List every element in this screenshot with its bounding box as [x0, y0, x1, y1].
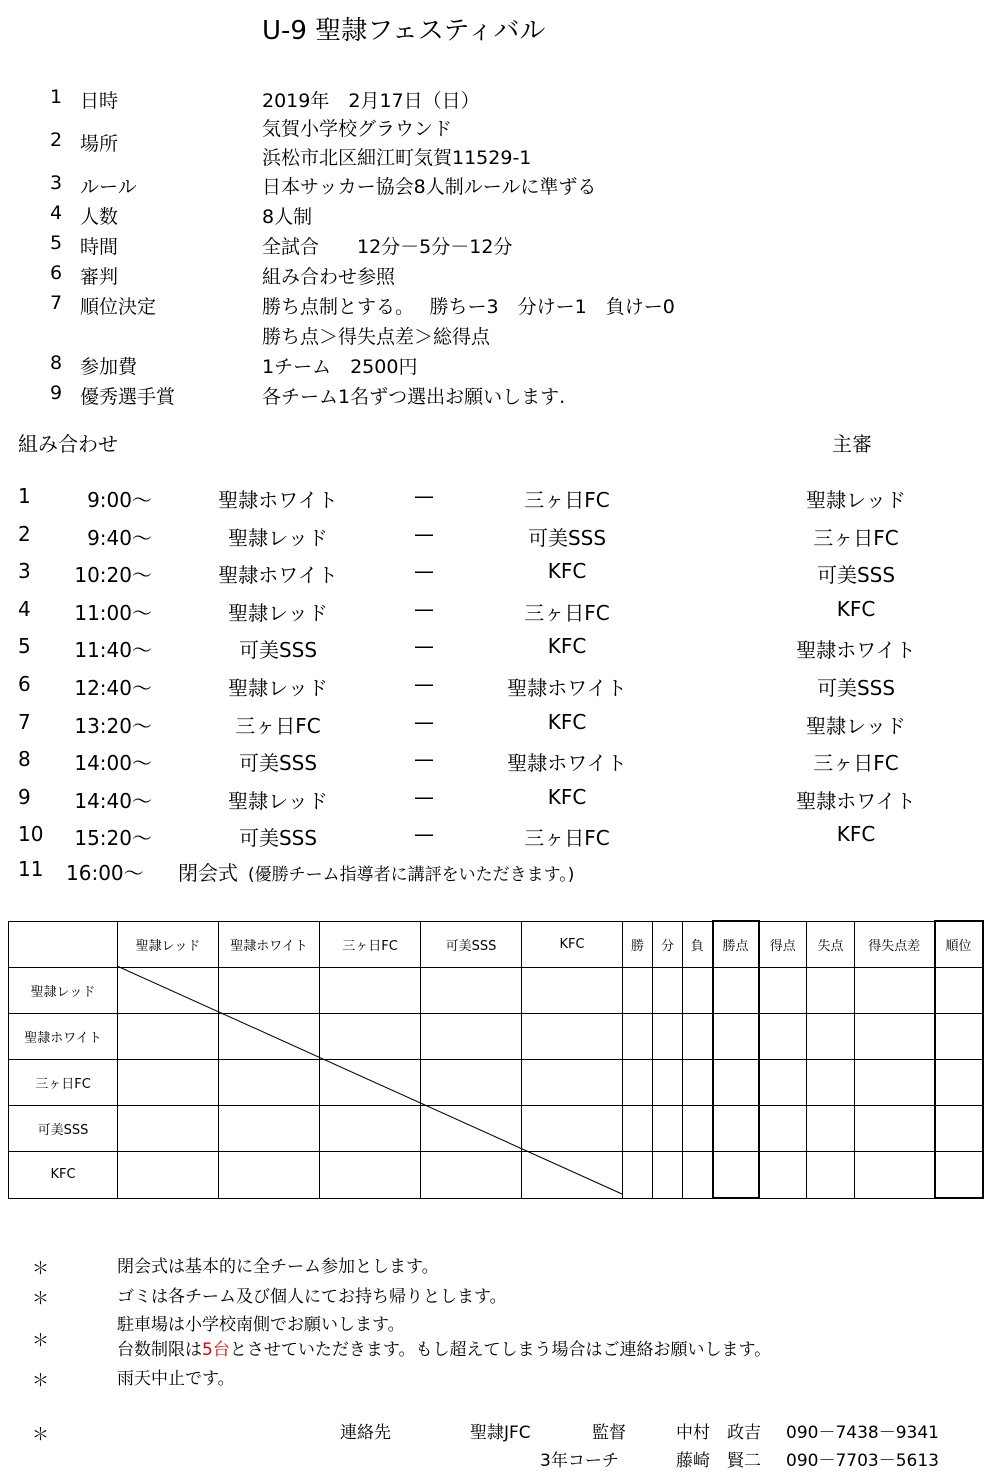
- match-away-team: 聖隷ホワイト: [507, 751, 627, 775]
- contact-role: 3年コーチ: [540, 1451, 619, 1471]
- note-text: 駐車場は小学校南側でお願いします。: [117, 1315, 405, 1335]
- table-cell: [320, 1152, 421, 1199]
- info-value: 浜松市北区細江町気賀11529-1: [262, 147, 532, 169]
- match-dash: —: [414, 559, 434, 583]
- match-away-team: 三ヶ日FC: [524, 601, 610, 625]
- closing-label: 閉会式: [178, 861, 238, 885]
- table-cell: [118, 1060, 219, 1106]
- match-number: 5: [18, 634, 31, 658]
- table-header-cell: 可美SSS: [421, 921, 522, 968]
- table-cell: [653, 1060, 683, 1106]
- info-num: 6: [50, 262, 63, 284]
- table-cell: [759, 1152, 807, 1199]
- match-time: 15:20～: [74, 826, 152, 850]
- table-cell: [713, 1060, 759, 1106]
- info-value: 日本サッカー協会8人制ルールに準ずる: [262, 176, 597, 198]
- match-number: 9: [18, 785, 31, 809]
- table-header-cell: 分: [653, 921, 683, 968]
- table-cell: [935, 1152, 983, 1199]
- match-time: 10:20～: [74, 563, 152, 587]
- table-cell: [623, 1152, 653, 1199]
- match-dash: —: [414, 747, 434, 771]
- info-label: 審判: [80, 266, 119, 288]
- table-cell: [219, 1014, 320, 1060]
- note-text-part: 台数制限は: [117, 1340, 202, 1360]
- table-cell: [522, 1014, 623, 1060]
- table-row: [9, 1014, 983, 1060]
- match-home-team: 可美SSS: [238, 638, 318, 662]
- table-header-row: [9, 921, 983, 968]
- table-row-header: 聖隷ホワイト: [9, 1014, 118, 1060]
- info-value: 全試合 12分－5分－12分: [262, 236, 513, 258]
- info-label: ルール: [80, 176, 137, 198]
- info-label: 参加費: [80, 356, 138, 378]
- table-cell: [623, 968, 653, 1014]
- match-referee: 三ヶ日FC: [813, 751, 899, 775]
- match-home-team: 聖隷レッド: [228, 601, 328, 625]
- table-cell: [935, 1106, 983, 1152]
- match-referee: KFC: [836, 597, 876, 621]
- info-num: 4: [50, 202, 63, 224]
- info-num: 7: [50, 292, 63, 314]
- contact-phone: 090－7703－5613: [786, 1451, 939, 1471]
- match-referee: 聖隷ホワイト: [796, 789, 916, 813]
- table-header-cell: 順位: [935, 921, 983, 968]
- parking-limit: 5台: [202, 1340, 230, 1360]
- match-home-team: 可美SSS: [238, 751, 318, 775]
- table-cell: [713, 968, 759, 1014]
- match-referee: KFC: [836, 822, 876, 846]
- table-cell: [759, 968, 807, 1014]
- page-title: U-9 聖隷フェスティバル: [262, 16, 546, 46]
- info-value: 気賀小学校グラウンド: [262, 118, 453, 140]
- match-number: 2: [18, 522, 31, 546]
- match-time: 9:00～: [87, 488, 152, 512]
- table-cell: [623, 1106, 653, 1152]
- note-bullet: ＊: [32, 1425, 49, 1445]
- match-away-team: KFC: [547, 710, 587, 734]
- table-row-header: 三ヶ日FC: [9, 1060, 118, 1106]
- table-cell: [653, 1106, 683, 1152]
- table-cell: [683, 1106, 713, 1152]
- info-value: 8人制: [262, 206, 313, 228]
- match-number: 4: [18, 597, 31, 621]
- table-cell: [807, 1106, 855, 1152]
- table-cell: [935, 1014, 983, 1060]
- table-cell: [713, 1014, 759, 1060]
- match-home-team: 聖隷ホワイト: [218, 488, 338, 512]
- match-time: 12:40～: [74, 676, 152, 700]
- referee-heading: 主審: [832, 432, 872, 456]
- contact-name: 中村 政吉: [676, 1423, 761, 1443]
- table-header-cell: 聖隷ホワイト: [219, 921, 320, 968]
- match-home-team: 聖隷レッド: [228, 676, 328, 700]
- table-cell: [320, 968, 421, 1014]
- table-cell: [653, 968, 683, 1014]
- match-referee: 可美SSS: [816, 676, 896, 700]
- match-away-team: 三ヶ日FC: [524, 488, 610, 512]
- table-cell: [759, 1060, 807, 1106]
- table-header-cell: 負: [683, 921, 713, 968]
- table-cell: [320, 1014, 421, 1060]
- info-label: 日時: [80, 90, 119, 112]
- match-referee: 聖隷レッド: [806, 714, 906, 738]
- match-dash: —: [414, 822, 434, 846]
- info-value: 1チーム 2500円: [262, 356, 418, 378]
- match-number: 1: [18, 484, 31, 508]
- note-text: ゴミは各チーム及び個人にてお持ち帰りとします。: [117, 1287, 507, 1307]
- table-cell: [623, 1060, 653, 1106]
- table-cell: [522, 1060, 623, 1106]
- match-number: 3: [18, 559, 31, 583]
- table-cell: [522, 1106, 623, 1152]
- table-cell: [653, 1014, 683, 1060]
- table-cell: [935, 1060, 983, 1106]
- match-time: 11:00～: [74, 601, 152, 625]
- table-header-cell: 聖隷レッド: [118, 921, 219, 968]
- info-label: 優秀選手賞: [80, 386, 176, 408]
- contact-label: 連絡先: [340, 1423, 391, 1443]
- note-bullet: ＊: [32, 1371, 49, 1391]
- match-dash: —: [414, 522, 434, 546]
- match-away-team: 聖隷ホワイト: [507, 676, 627, 700]
- table-cell: [118, 968, 219, 1014]
- table-header-cell: KFC: [522, 921, 623, 968]
- schedule-heading: 組み合わせ: [18, 432, 118, 456]
- match-away-team: KFC: [547, 559, 587, 583]
- info-num: 8: [50, 352, 63, 374]
- match-number: 7: [18, 710, 31, 734]
- table-cell: [855, 1060, 935, 1106]
- match-away-team: 三ヶ日FC: [524, 826, 610, 850]
- match-home-team: 可美SSS: [238, 826, 318, 850]
- table-cell: [855, 1152, 935, 1199]
- info-label: 時間: [80, 236, 119, 258]
- match-home-team: 三ヶ日FC: [235, 714, 321, 738]
- table-header-cell: 得失点差: [855, 921, 935, 968]
- table-cell: [219, 1152, 320, 1199]
- table-cell: [683, 1014, 713, 1060]
- table-cell: [320, 1106, 421, 1152]
- info-num: 5: [50, 232, 63, 254]
- match-away-team: 可美SSS: [527, 526, 607, 550]
- table-cell: [713, 1106, 759, 1152]
- match-time: 14:00～: [74, 751, 152, 775]
- match-number: 8: [18, 747, 31, 771]
- info-num: 2: [50, 129, 63, 151]
- match-referee: 聖隷ホワイト: [796, 638, 916, 662]
- table-cell: [623, 1014, 653, 1060]
- info-label: 場所: [80, 133, 119, 155]
- table-header-cell: 勝: [623, 921, 653, 968]
- match-time: 11:40～: [74, 638, 152, 662]
- contact-phone: 090－7438－9341: [786, 1423, 939, 1443]
- match-referee: 三ヶ日FC: [813, 526, 899, 550]
- table-cell: [713, 1152, 759, 1199]
- match-home-team: 聖隷レッド: [228, 526, 328, 550]
- match-time: 14:40～: [74, 789, 152, 813]
- table-row: [9, 1060, 983, 1106]
- table-cell: [807, 1060, 855, 1106]
- table-cell: [219, 1106, 320, 1152]
- match-referee: 聖隷レッド: [806, 488, 906, 512]
- info-label: 人数: [80, 206, 119, 228]
- table-header-cell: 三ヶ日FC: [320, 921, 421, 968]
- table-cell: [421, 968, 522, 1014]
- table-header-cell: 得点: [759, 921, 807, 968]
- info-num: 9: [50, 382, 63, 404]
- note-text: [117, 1335, 771, 1360]
- table-cell: [935, 968, 983, 1014]
- match-time: 9:40～: [87, 526, 152, 550]
- table-row: [9, 1106, 983, 1152]
- note-bullet: ＊: [32, 1259, 49, 1279]
- table-cell: [421, 1014, 522, 1060]
- contact-name: 藤崎 賢二: [676, 1451, 761, 1471]
- table-cell: [421, 1060, 522, 1106]
- table-cell: [118, 1014, 219, 1060]
- table-cell: [118, 1152, 219, 1199]
- table-cell: [683, 968, 713, 1014]
- match-time: 16:00～: [66, 861, 144, 885]
- info-value: 2019年 2月17日（日）: [262, 90, 480, 112]
- info-value: 勝ち点制とする。 勝ちー3 分けー1 負けー0: [262, 296, 675, 318]
- table-cell: [421, 1106, 522, 1152]
- table-cell: [421, 1152, 522, 1199]
- note-bullet: ＊: [32, 1331, 49, 1351]
- match-number: 11: [18, 857, 44, 881]
- table-cell: [807, 968, 855, 1014]
- match-home-team: 聖隷レッド: [228, 789, 328, 813]
- table-cell: [759, 1106, 807, 1152]
- table-row: [9, 1152, 983, 1199]
- table-cell: [522, 968, 623, 1014]
- table-cell: [807, 1152, 855, 1199]
- standings-table: [8, 920, 984, 1199]
- info-value: 各チーム1名ずつ選出お願いします.: [262, 386, 566, 408]
- info-num: 3: [50, 172, 63, 194]
- match-referee: 可美SSS: [816, 563, 896, 587]
- match-dash: —: [414, 634, 434, 658]
- match-away-team: KFC: [547, 785, 587, 809]
- table-row: [9, 968, 983, 1014]
- match-away-team: KFC: [547, 634, 587, 658]
- table-row-header: KFC: [9, 1152, 118, 1199]
- match-number: 6: [18, 672, 31, 696]
- table-cell: [653, 1152, 683, 1199]
- table-cell: [683, 1152, 713, 1199]
- info-num: 1: [50, 86, 63, 108]
- table-header-cell: 失点: [807, 921, 855, 968]
- match-time: 13:20～: [74, 714, 152, 738]
- table-cell: [855, 1014, 935, 1060]
- table-cell: [320, 1060, 421, 1106]
- table-cell: [118, 1106, 219, 1152]
- note-text: 閉会式は基本的に全チーム参加とします。: [117, 1257, 439, 1277]
- match-dash: —: [414, 672, 434, 696]
- match-dash: —: [414, 484, 434, 508]
- table-cell: [522, 1152, 623, 1199]
- note-text: 雨天中止です。: [117, 1369, 235, 1389]
- contact-role: 監督: [592, 1423, 626, 1443]
- contact-org: 聖隷JFC: [470, 1423, 531, 1443]
- table-cell: [807, 1014, 855, 1060]
- match-dash: —: [414, 710, 434, 734]
- table-cell: [219, 968, 320, 1014]
- closing-note: (優勝チーム指導者に講評をいただきます。): [248, 865, 575, 885]
- match-number: 10: [18, 822, 44, 846]
- table-header-cell: 勝点: [713, 921, 759, 968]
- table-cell: [683, 1060, 713, 1106]
- match-dash: —: [414, 597, 434, 621]
- table-cell: [219, 1060, 320, 1106]
- table-cell: [759, 1014, 807, 1060]
- note-text-part: とさせていただきます。もし超えてしまう場合はご連絡お願いします。: [229, 1340, 772, 1360]
- info-value: 勝ち点＞得失点差＞総得点: [262, 326, 491, 348]
- table-row-header: 聖隷レッド: [9, 968, 118, 1014]
- note-bullet: ＊: [32, 1289, 49, 1309]
- table-cell: [855, 1106, 935, 1152]
- match-dash: —: [414, 785, 434, 809]
- table-row-header: 可美SSS: [9, 1106, 118, 1152]
- match-home-team: 聖隷ホワイト: [218, 563, 338, 587]
- info-label: 順位決定: [80, 296, 157, 318]
- table-cell: [855, 968, 935, 1014]
- info-value: 組み合わせ参照: [262, 266, 396, 288]
- table-corner-cell: [9, 921, 118, 968]
